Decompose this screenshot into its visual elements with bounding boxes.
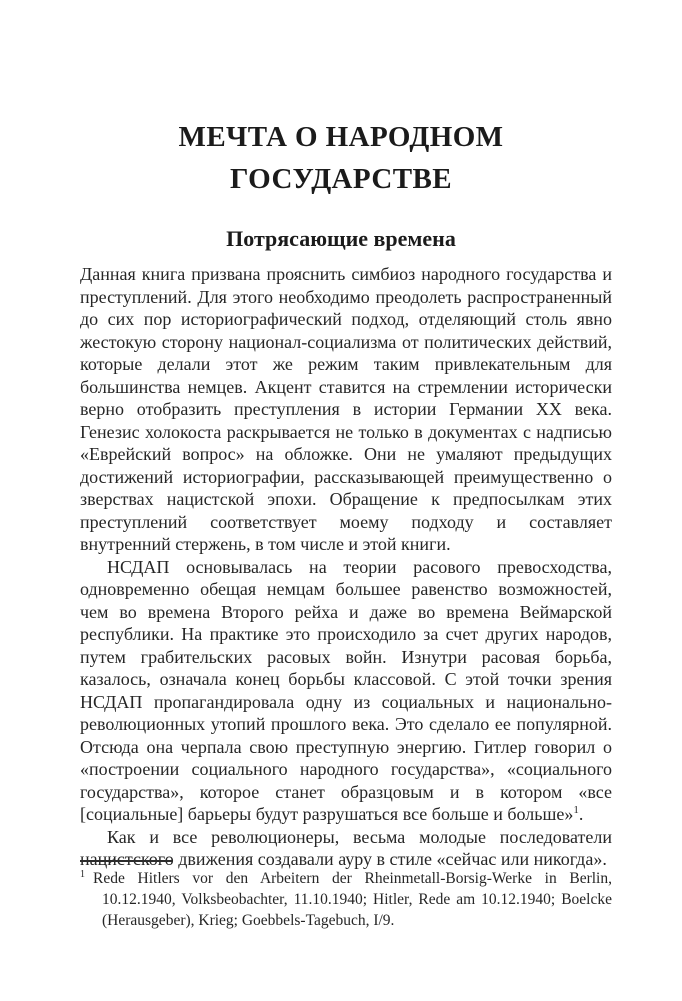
paragraph-3-text: Как и все революционеры, весьма молодые последователи нацистского движения создавали ауру в стиле «сейчас или никогда». <box>80 826 612 869</box>
paragraph-1 <box>80 263 612 556</box>
paragraph-2-text: НСДАП основывалась на теории расового превосходства, одновременно обещая немцам большее равенство возможностей, чем во времена Второго рейха и даже во времена Веймарской республики. На практике это происходило за счет других народов, путем грабительских расовых войн. Изнутри расовая борьба, казалось, означала конец борьбы классовой. С этой точки зрения НСДАП пропагандировала одну из социальных и национально-революционных утопий прошлого века. Это сделало ее популярной. Отсюда она черпала свою преступную энергию. Гитлер говорил о «построении социального народного государства», «социального государства», которое станет образцовым и в котором «все [социальные] барьеры будут разрушаться все больше и больше» <box>80 556 612 824</box>
paragraph-2 <box>80 556 612 826</box>
footnote-text: Rede Hitlers vor den Arbeitern der Rheinmetall-Borsig-Werke in Berlin, 10.12.1940, Volksbeobachter, 11.10.1940; Hitler, Rede am 10.12.1940; Boelcke (Herausgeber), Krieg; Goebbels-Tagebuch, I/9. <box>93 870 612 929</box>
footnote-ref: 1 <box>573 804 579 816</box>
body-text <box>80 263 612 871</box>
footnote-area <box>80 860 612 931</box>
paragraph-1-text: Данная книга призвана прояснить симбиоз народного государства и преступлений. Для этого необходимо преодолеть распространенный до сих пор историографический подход, отделяющий столь явно жестокую сторону национал-социализма от политических действий, которые делали этот же режим таким привлекательным для большинства немцев. Акцент ставится на стремлении исторически верно отобразить преступления в истории Германии XX века. Генезис холокоста раскрывается не только в документах с надписью «Еврейский вопрос» на обложке. Они не умаляют предыдущих достижений историографии, рассказывающей преимущественно о зверствах нацистской эпохи. Обращение к предпосылкам этих преступлений соответствует моему подходу и составляет внутренний стержень, в том числе и этой книги. <box>80 264 612 554</box>
section-heading: Потрясающие времена <box>226 226 456 251</box>
chapter-title: МЕЧТА О НАРОДНОМ ГОСУДАРСТВЕ <box>178 121 504 195</box>
footnote-marker: 1 <box>80 868 85 880</box>
footnote <box>80 868 612 931</box>
paragraph-2-tail: . <box>578 804 584 824</box>
footnote-rule <box>80 860 172 862</box>
